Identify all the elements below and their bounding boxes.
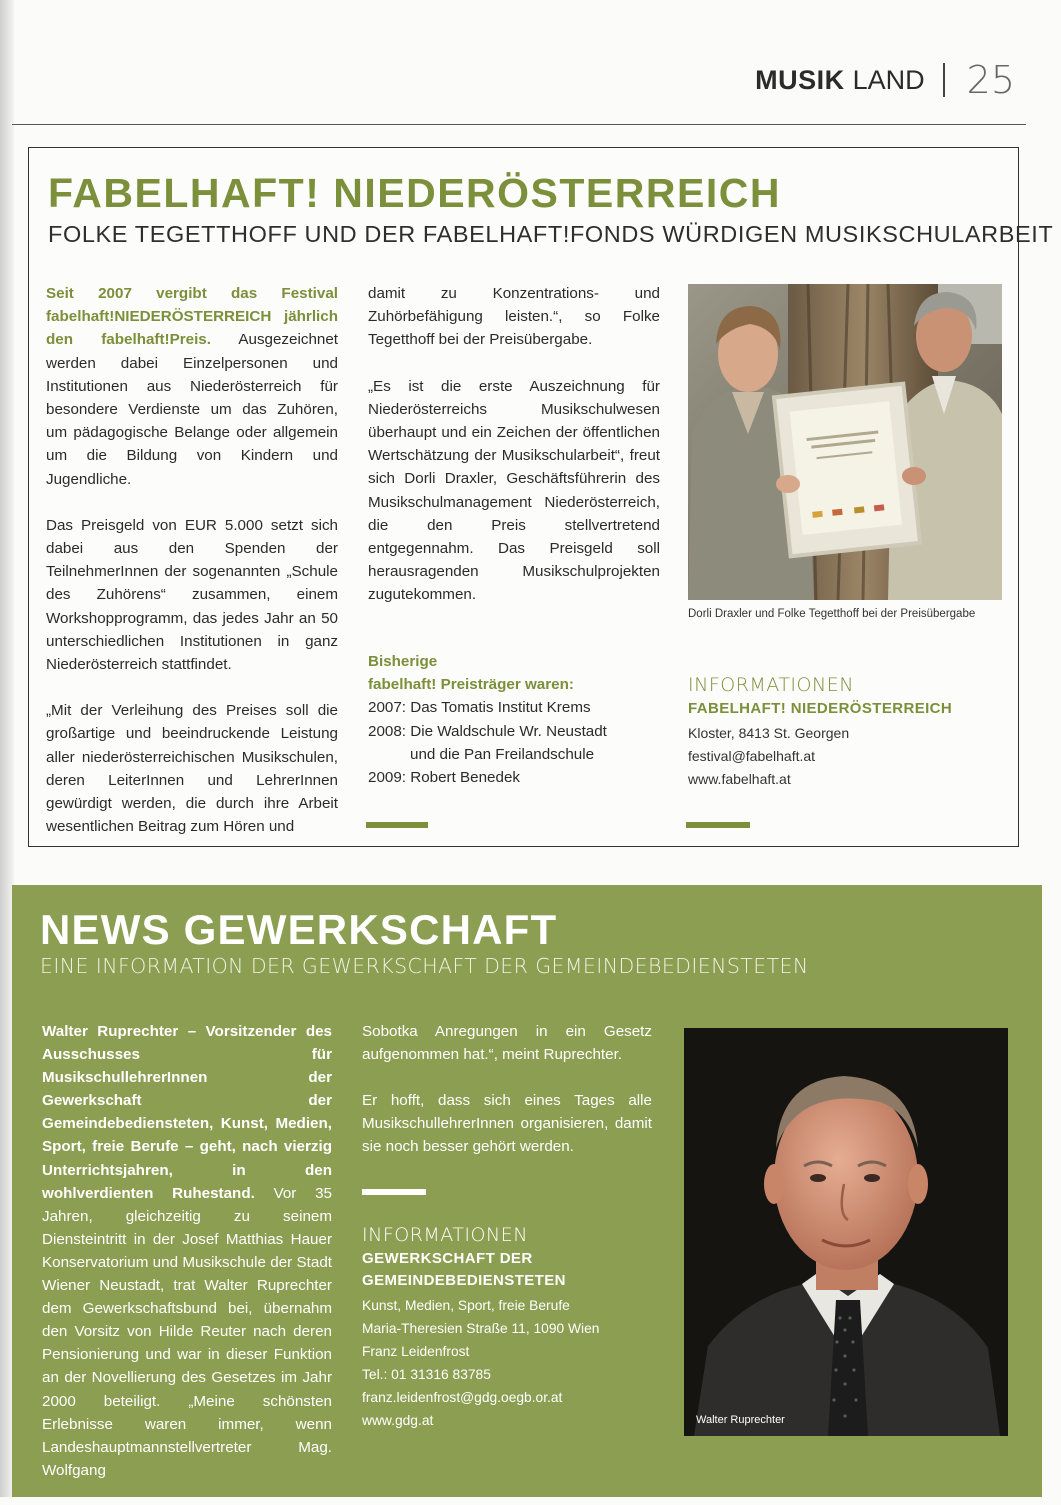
info-block (362, 1222, 662, 1432)
news-column-1 (42, 1020, 332, 1505)
article-subtitle: FOLKE TEGETTHOFF UND DER FABELHAFT!FONDS WÜRDIGEN MUSIKSCHULARBEIT (48, 221, 1054, 247)
paragraph: Das Preisgeld von EUR 5.000 setzt sich dabei aus den Spenden der TeilnehmerInnen der sogenannten „Schule des Zuhörens“ zusammen, einem Workshopprogramm, das jedes Jahr an 50 unterschiedlichen Institutionen in ganz Niederösterreich stattfindet. (46, 516, 338, 674)
portrait-photo (684, 1028, 1008, 1436)
winners-list (368, 650, 668, 789)
column-end-rule (366, 822, 428, 828)
award-photo (688, 284, 1002, 600)
paragraph: Er hofft, dass sich eines Tages alle MusikschullehrerInnen organisieren, damit sie noch besser gehört werden. (362, 1092, 652, 1156)
photo-caption: Dorli Draxler und Folke Tegetthoff bei der Preisübergabe (688, 608, 976, 620)
winner-item: 2009: Robert Benedek (368, 769, 520, 787)
info-email-link[interactable]: festival@fabelhaft.at (688, 748, 816, 764)
winners-heading: Bisherige (368, 653, 438, 670)
winner-item: und die Pan Freilandschule (410, 745, 595, 763)
section-name-bold: MUSIK (755, 64, 845, 95)
info-address: Maria-Theresien Straße 11, 1090 Wien (362, 1321, 600, 1336)
paragraph: damit zu Konzentrations- und Zuhörbefähigung leisten.“, so Folke Tegetthoff bei der Preisübergabe. (368, 285, 660, 349)
header-divider (943, 63, 945, 97)
info-title: INFORMATIONEN (362, 1224, 528, 1246)
paragraph (46, 282, 338, 491)
column-end-rule (362, 1189, 426, 1195)
column-end-rule (686, 822, 750, 828)
portrait-image (684, 1028, 1008, 1436)
info-organization: FABELHAFT! NIEDERÖSTERREICH (688, 700, 953, 717)
news-title: NEWS GEWERKSCHAFT (40, 906, 558, 953)
page-header (755, 60, 1015, 100)
winners-heading: fabelhaft! Preisträger waren: (368, 676, 574, 694)
info-address: Kloster, 8413 St. Georgen (688, 725, 850, 741)
article-column-1 (46, 282, 338, 861)
paragraph: Sobotka Anregungen in ein Gesetz aufgenommen hat.“, meint Ruprechter. (362, 1023, 652, 1064)
info-email-link[interactable]: franz.leidenfrost@gdg.oegb.or.at (362, 1390, 563, 1405)
info-contact-name: Franz Leidenfrost (362, 1344, 470, 1359)
body-text: Ausgezeichnet werden dabei Einzelpersonen und Institutionen aus Niederösterreich für besondere Verdienste um das Zuhören, um pädagogische Belange oder allgemein um die Bildung von Kindern und Jugendliche. (46, 331, 339, 488)
info-phone: Tel.: 01 31316 83785 (362, 1367, 491, 1382)
paragraph: „Mit der Verleihung des Preises soll die großartige und beeindruckende Leistung aller niederösterreichischen Musikschulen, deren LeiterInnen und LehrerInnen gewürdigt werden, die durch ihre Arbeit wesentlichen Beitrag zum Hören und (46, 702, 338, 836)
info-organization: GEWERKSCHAFT DER (362, 1250, 533, 1267)
body-text: Vor 35 Jahren, gleichzeitig zu seinem Diensteintritt in der Josef Matthias Hauer Konservatorium und Musikschule der Stadt Wiener Neustadt, trat Walter Ruprechter dem Gewerkschaftsbund bei, übernahm den Vorsitz von Hilde Reuter nach deren Pensionierung und war in dieser Funktion an der Novellierung des Gesetzes im Jahr 2000 beteiligt. „Meine schönsten Erlebnisse waren immer, wenn Landeshauptmannstellvertreter Mag. Wolfgang (42, 1184, 332, 1479)
section-name-light: LAND (852, 64, 925, 95)
info-title: INFORMATIONEN (688, 674, 854, 696)
paragraph: „Es ist die erste Auszeichnung für Niederösterreichs Musikschulwesen überhaupt und ein Zeichen der öffentlichen Wertschätzung der Musikschularbeit“, freut sich Dorli Draxler, Geschäftsführerin des Musikschulmanagement Niederösterreich, die den Preis stellvertretend entgegennahm. Das Preisgeld soll herausragenden Musikschulprojekten zugutekommen. (368, 377, 660, 604)
paragraph (42, 1020, 332, 1482)
winner-item: 2008: Die Waldschule Wr. Neustadt (368, 722, 607, 740)
news-subtitle: EINE INFORMATION DER GEWERKSCHAFT DER GEMEINDEBEDIENSTETEN (40, 954, 809, 978)
news-column-2 (362, 1020, 652, 1181)
lead-text: Walter Ruprechter – Vorsitzender des Ausschusses für MusikschullehrerInnen der Gewerkschaft der Gemeindebediensteten, Kunst, Medien, Sport, freie Berufe – geht, nach vierzig Unterrichtsjahren, in den wohlverdienten Ruhestand. (42, 1023, 332, 1202)
info-website-link[interactable]: www.fabelhaft.at (688, 771, 791, 787)
info-block (688, 672, 1008, 791)
info-website-link[interactable]: www.gdg.at (362, 1413, 434, 1428)
article-column-2 (368, 282, 660, 630)
info-line: Kunst, Medien, Sport, freie Berufe (362, 1298, 570, 1313)
award-photo-image (688, 284, 1002, 600)
winner-item: 2007: Das Tomatis Institut Krems (368, 699, 591, 717)
header-rule (12, 124, 1026, 125)
page-number: 25 (966, 58, 1015, 102)
portrait-caption: Walter Ruprechter (696, 1414, 785, 1426)
info-organization: GEMEINDEBEDIENSTETEN (362, 1272, 566, 1289)
lead-text: Seit 2007 vergibt das Festival fabelhaft!NIEDERÖSTERREICH jährlich den fabelhaft!Preis. (46, 285, 338, 349)
article-title: FABELHAFT! NIEDERÖSTERREICH (48, 170, 781, 216)
